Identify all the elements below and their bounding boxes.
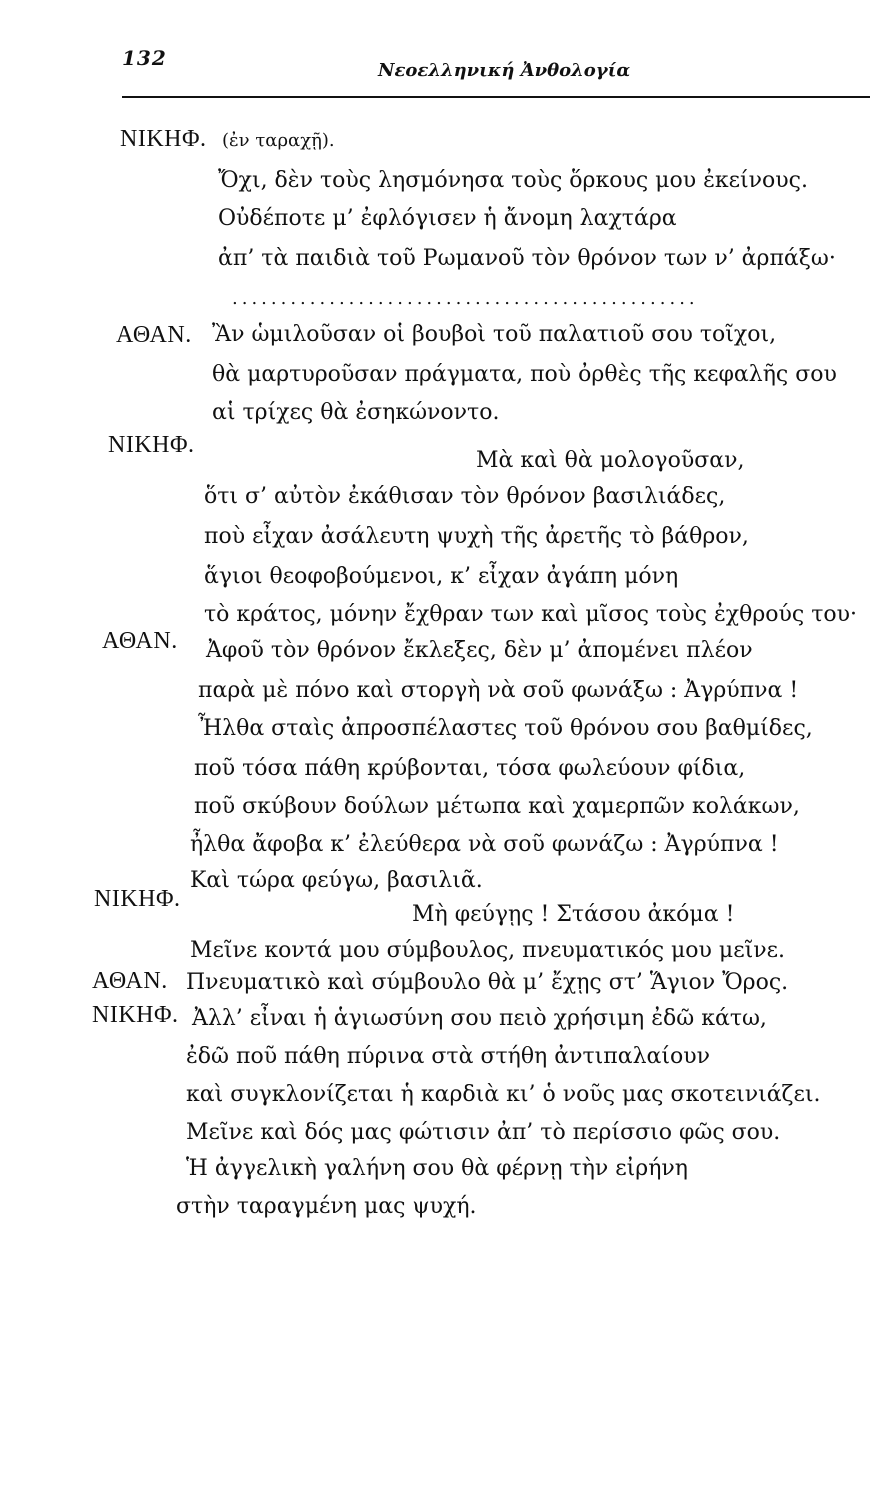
page-header <box>100 44 870 104</box>
verse-line: ποῦ τόσα πάθη κρύβονται, τόσα φωλεύουν φίδια, <box>194 756 746 781</box>
verse-line: Πνευματικὸ καὶ σύμβουλο θὰ μ’ ἔχῃς στ’ Ἅγιον Ὄρος. <box>186 970 789 995</box>
verse-line: Ἡ ἀγγελικὴ γαλήνη σου θὰ φέρνῃ τὴν εἰρήνη <box>186 1156 688 1181</box>
verse-line: Ἀφοῦ τὸν θρόνον ἔκλεξες, δὲν μ’ ἀπομένει πλέον <box>206 638 753 663</box>
verse-line: Μεῖνε κοντά μου σύμβουλος, πνευματικός μου μεῖνε. <box>190 938 785 963</box>
speaker-label: ΑΘΑΝ. <box>92 968 168 994</box>
verse-line: τὸ κράτος, μόνην ἔχθραν των καὶ μῖσος τοὺς ἐχθρούς του· <box>204 602 858 627</box>
verse-line: Μὰ καὶ θὰ μολογοῦσαν, <box>476 448 745 473</box>
verse-line: ποὺ εἶχαν ἀσάλευτη ψυχὴ τῆς ἀρετῆς τὸ βάθρον, <box>204 524 749 549</box>
speaker-label: ΝΙΚΗΦ. <box>120 126 207 152</box>
verse-line: παρὰ μὲ πόνο καὶ στοργὴ νὰ σοῦ φωνάξω : Ἀγρύπνα ! <box>198 678 799 703</box>
verse-line: ἀπ’ τὰ παιδιὰ τοῦ Ρωμανοῦ τὸν θρόνον των ν’ ἀρπάξω· <box>218 246 836 271</box>
verse-line: Οὐδέποτε μ’ ἐφλόγισεν ἡ ἄνομη λαχτάρα <box>218 206 677 231</box>
speaker-label: ΑΘΑΝ. <box>116 322 192 348</box>
verse-line: στὴν ταραγμένη μας ψυχή. <box>176 1194 477 1219</box>
page-number: 132 <box>122 46 167 70</box>
verse-line: ἐδῶ ποῦ πάθη πύρινα στὰ στήθη ἀντιπαλαίουν <box>186 1044 710 1069</box>
verse-line: ἦλθα ἄφοβα κ’ ἐλεύθερα νὰ σοῦ φωνάζω : Ἀγρύπνα ! <box>190 832 779 857</box>
verse-line: καὶ συγκλονίζεται ἡ καρδιὰ κι’ ὁ νοῦς μας σκοτεινιάζει. <box>186 1082 821 1107</box>
verse-line: Καὶ τώρα φεύγω, βασιλιᾶ. <box>190 868 483 893</box>
verse-line: θὰ μαρτυροῦσαν πράγματα, ποὺ ὀρθὲς τῆς κεφαλῆς σου <box>212 362 837 387</box>
verse-line: ποῦ σκύβουν δούλων μέτωπα καὶ χαμερπῶν κολάκων, <box>194 794 800 819</box>
verse-line: Ὄχι, δὲν τοὺς λησμόνησα τοὺς ὅρκους μου ἐκείνους. <box>218 168 808 193</box>
speaker-label: ΝΙΚΗΦ. <box>92 1002 179 1028</box>
speaker-label: ΑΘΑΝ. <box>102 628 178 654</box>
verse-line: αἱ τρίχες θὰ ἐσηκώνοντο. <box>212 400 500 425</box>
stage-direction: (ἐν ταραχῇ). <box>222 130 335 151</box>
verse-line: Μὴ φεύγῃς ! Στάσου ἀκόμα ! <box>412 902 735 927</box>
running-title: Νεοελληνική Ἀνθολογία <box>378 60 631 81</box>
speaker-label: ΝΙΚΗΦ. <box>94 886 181 912</box>
verse-line: Ἂν ὡμιλοῦσαν οἱ βουβοὶ τοῦ παλατιοῦ σου τοῖχοι, <box>212 322 777 347</box>
header-rule <box>122 96 870 98</box>
verse-line: ὅτι σ’ αὐτὸν ἐκάθισαν τὸν θρόνον βασιλιάδες, <box>204 484 726 509</box>
speaker-label: ΝΙΚΗΦ. <box>108 432 195 458</box>
verse-line: Ἦλθα σταὶς ἀπροσπέλαστες τοῦ θρόνου σου βαθμίδες, <box>198 716 813 741</box>
verse-line: Ἀλλ’ εἶναι ἡ ἁγιωσύνη σου πειὸ χρήσιμη ἐδῶ κάτω, <box>192 1006 767 1031</box>
verse-line: Μεῖνε καὶ δός μας φώτισιν ἀπ’ τὸ περίσσιο φῶς σου. <box>186 1120 781 1145</box>
ellipsis-line: ................................................ <box>232 288 699 309</box>
verse-line: ἅγιοι θεοφοβούμενοι, κ’ εἶχαν ἀγάπη μόνη <box>204 564 679 589</box>
